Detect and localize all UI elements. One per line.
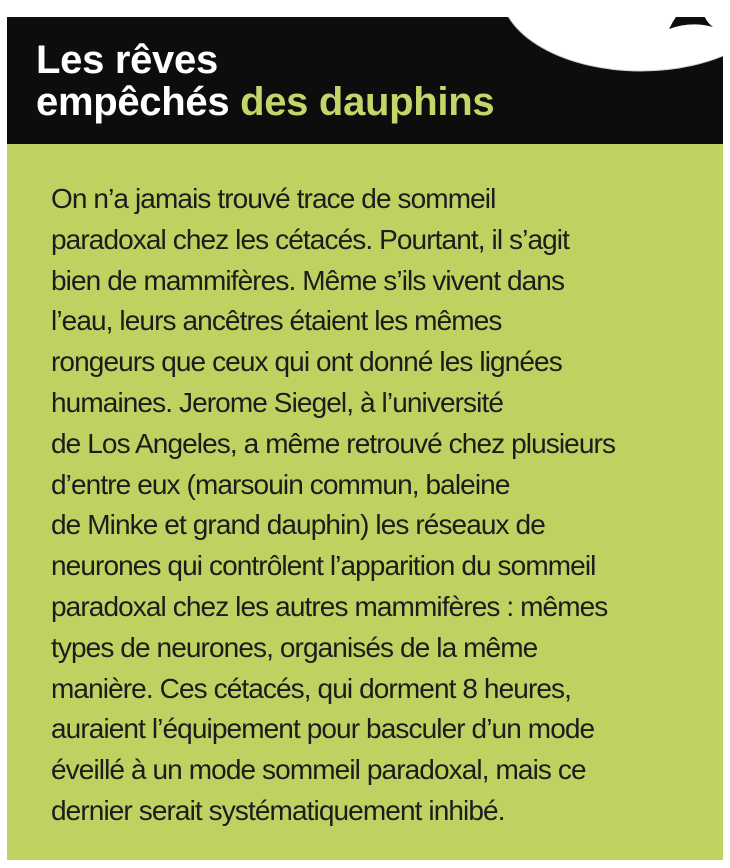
title-line-1: Les rêves xyxy=(36,38,218,82)
article-body-line: dernier serait systématiquement inhibé. xyxy=(51,794,505,826)
article-body-line: l’eau, leurs ancêtres étaient les mêmes xyxy=(51,305,502,337)
article-header xyxy=(7,17,723,144)
title-line-2-accent: des dauphins xyxy=(240,80,495,124)
article-body-line: neurones qui contrôlent l’apparition du sommeil xyxy=(51,550,596,582)
article-body-line: manière. Ces cétacés, qui dorment 8 heures, xyxy=(51,672,572,704)
title-line-2-start: empêchés xyxy=(36,80,230,124)
article-body-line: types de neurones, organisés de la même xyxy=(51,631,538,663)
article-body-line: de Los Angeles, a même retrouvé chez plusieurs xyxy=(51,427,616,459)
article-body-line: paradoxal chez les autres mammifères : mêmes xyxy=(51,590,608,622)
article-panel xyxy=(7,17,723,860)
dolphin-illustration-icon xyxy=(491,17,723,89)
article-body-line: bien de mammifères. Même s’ils vivent dans xyxy=(51,264,565,296)
article-body xyxy=(51,179,711,832)
article-title xyxy=(36,39,494,123)
article-body-line: d’entre eux (marsouin commun, baleine xyxy=(51,468,510,500)
article-body-line: humaines. Jerome Siegel, à l’université xyxy=(51,386,504,418)
title-line-2 xyxy=(36,81,494,123)
article-body-line: rongeurs que ceux qui ont donné les lignées xyxy=(51,346,562,378)
article-body-line: éveillé à un mode sommeil paradoxal, mais ce xyxy=(51,754,586,786)
article-body-line: On n’a jamais trouvé trace de sommeil xyxy=(51,183,496,214)
article-body-line: auraient l’équipement pour basculer d’un mode xyxy=(51,713,595,745)
article-body-line: paradoxal chez les cétacés. Pourtant, il s’agit xyxy=(51,223,570,255)
article-body-line: de Minke et grand dauphin) les réseaux de xyxy=(51,509,545,541)
